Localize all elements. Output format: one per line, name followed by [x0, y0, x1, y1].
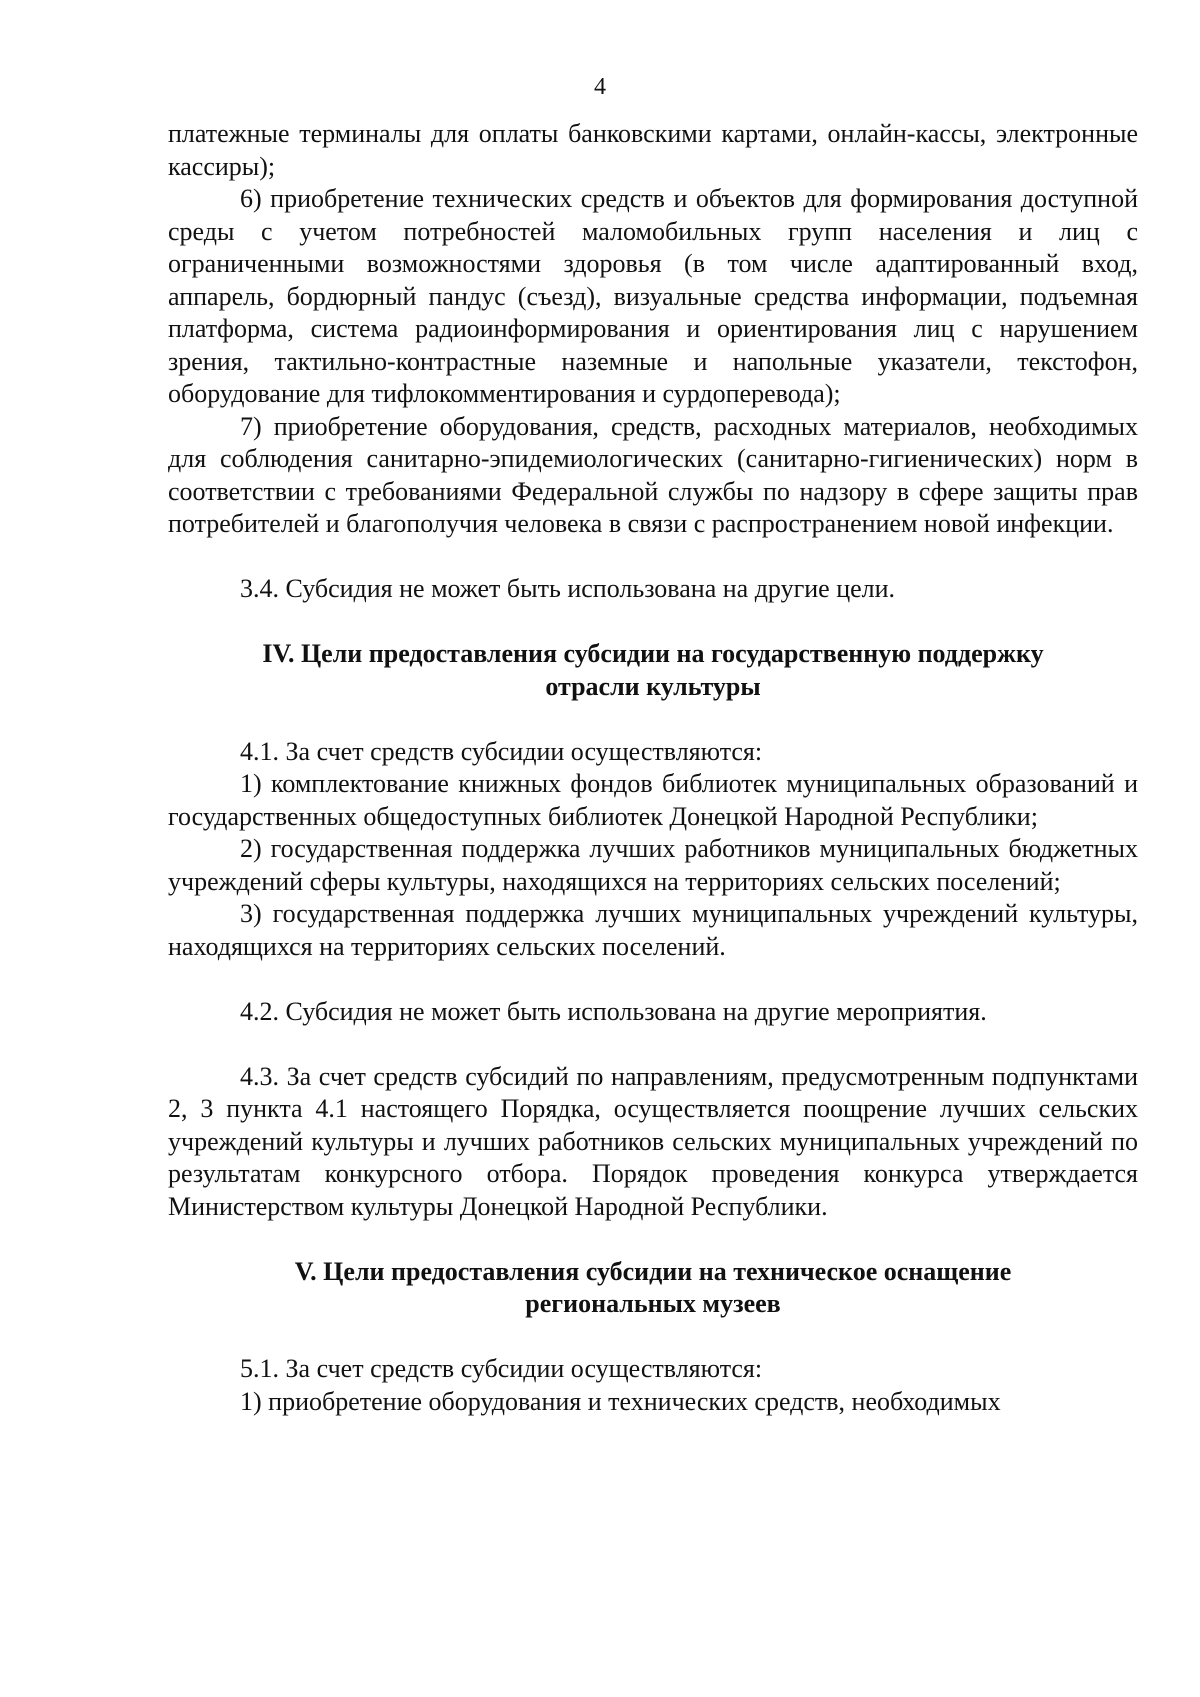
section-heading-line: IV. Цели предоставления субсидии на государственную поддержку [262, 639, 1044, 668]
paragraph: 4.3. За счет средств субсидий по направлениям, предусмотренным подпунктами 2, 3 пункта 4.1 настоящего Порядка, осуществляется поощрение лучших сельских учреждений культуры и лучших работников сельских муниципальных учреждений по результатам конкурсного отбора. Порядок проведения конкурса утверждается Министерством культуры Донецкой Народной Республики. [168, 1061, 1138, 1221]
section-heading-line: региональных музеев [525, 1289, 781, 1318]
paragraph: 3.4. Субсидия не может быть использована на другие цели. [240, 574, 896, 603]
section-heading [168, 1256, 1138, 1321]
paragraph: 6) приобретение технических средств и объектов для формирования доступной среды с учетом потребностей маломобильных групп населения и лиц с ограниченными возможностями здоровья (в том числе адаптированный вход, аппарель, бордюрный пандус (съезд), визуальные средства информации, подъемная платформа, система радиоинформирования и ориентирования лиц с нарушением зрения, тактильно-контрастные наземные и напольные указатели, текстофон, оборудование для тифлокомментирования и сурдоперевода); [168, 184, 1138, 408]
paragraph: 4.1. За счет средств субсидии осуществляются: [240, 736, 763, 766]
paragraph: 1) приобретение оборудования и технических средств, необходимых [240, 1386, 1001, 1416]
paragraph: 7) приобретение оборудования, средств, расходных материалов, необходимых для соблюдения санитарно-эпидемиологических (санитарно-гигиенических) норм в соответствии с требованиями Федеральной службы по надзору в сфере защиты прав потребителей и благополучия человека в связи с распространением новой инфекции. [168, 411, 1138, 538]
page-number: 4 [594, 74, 606, 100]
section-heading [168, 638, 1138, 703]
paragraph: 4.2. Субсидия не может быть использована на другие мероприятия. [240, 996, 987, 1026]
paragraph: 5.1. За счет средств субсидии осуществляются: [240, 1354, 763, 1383]
paragraph: 3) государственная поддержка лучших муниципальных учреждений культуры, находящихся на территориях сельских поселений. [168, 899, 1138, 961]
paragraph: 2) государственная поддержка лучших работников муниципальных бюджетных учреждений сферы культуры, находящихся на территориях сельских поселений; [168, 834, 1138, 896]
document-body [168, 118, 1138, 1418]
section-heading-line: отрасли культуры [545, 671, 761, 701]
paragraph: платежные терминалы для оплаты банковскими картами, онлайн-кассы, электронные кассиры); [168, 119, 1138, 181]
paragraph: 1) комплектование книжных фондов библиотек муниципальных образований и государственных общедоступных библиотек Донецкой Народной Республики; [168, 769, 1138, 831]
section-heading-line: V. Цели предоставления субсидии на техническое оснащение [294, 1256, 1012, 1286]
